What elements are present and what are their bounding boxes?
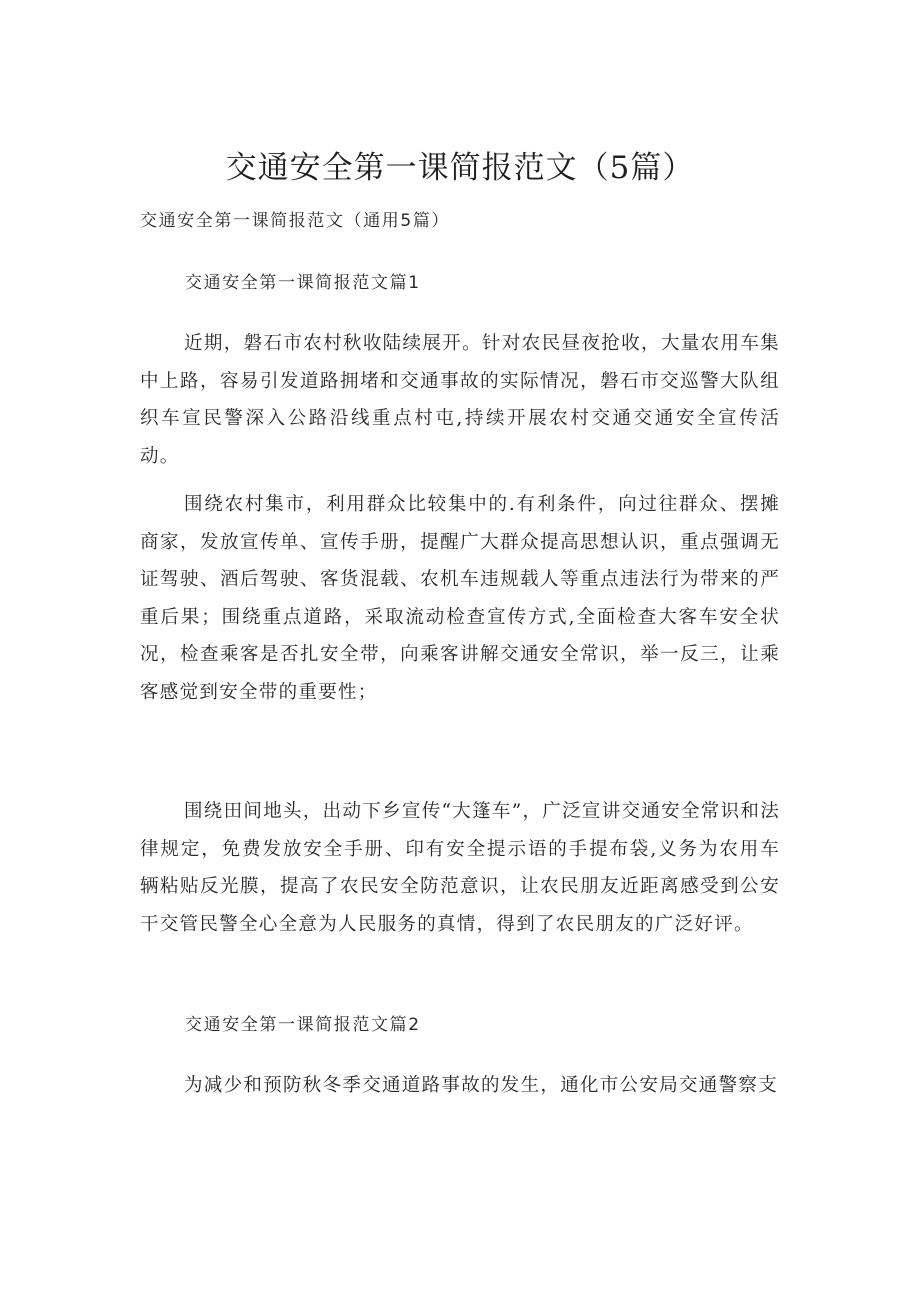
document-title: 交通安全第一课简报范文（5篇） bbox=[225, 150, 695, 186]
section-heading-2: 交通安全第一课简报范文篇2 bbox=[185, 1015, 421, 1035]
paragraph: 为减少和预防秋冬季交通道路事故的发生，通化市公安局交通警察支 bbox=[184, 1075, 779, 1096]
paragraph: 近期，磐石市农村秋收陆续展开。针对农民昼夜抢收，大量农用车集中上路，容易引发道路拥堵和交通事故的实际情况，磐石市交巡警大队组织车宣民警深入公路沿线重点村屯,持续开展农村交通交通安全宣传活动。 bbox=[140, 333, 780, 467]
paragraph: 围绕农村集市，利用群众比较集中的.有利条件，向过往群众、摆摊商家，发放宣传单、宣传手册，提醒广大群众提高思想认识，重点强调无证驾驶、酒后驾驶、客货混载、农机车违规载人等重点违法行为带来的严重后果；围绕重点道路，采取流动检查宣传方式,全面检查大客车安全状况，检查乘客是否扎安全带，向乘客讲解交通安全常识，举一反三，让乘客感觉到安全带的重要性； bbox=[140, 494, 780, 703]
document-subtitle: 交通安全第一课简报范文（通用5篇） bbox=[140, 211, 451, 231]
paragraph: 围绕田间地头，出动下乡宣传“大篷车”，广泛宣讲交通安全常识和法律规定，免费发放安全手册、印有安全提示语的手提布袋,义务为农用车辆粘贴反光膜，提高了农民安全防范意识，让农民朋友近距离感受到公安干交管民警全心全意为人民服务的真情，得到了农民朋友的广泛好评。 bbox=[140, 801, 780, 935]
section-heading-1: 交通安全第一课简报范文篇1 bbox=[185, 273, 421, 293]
